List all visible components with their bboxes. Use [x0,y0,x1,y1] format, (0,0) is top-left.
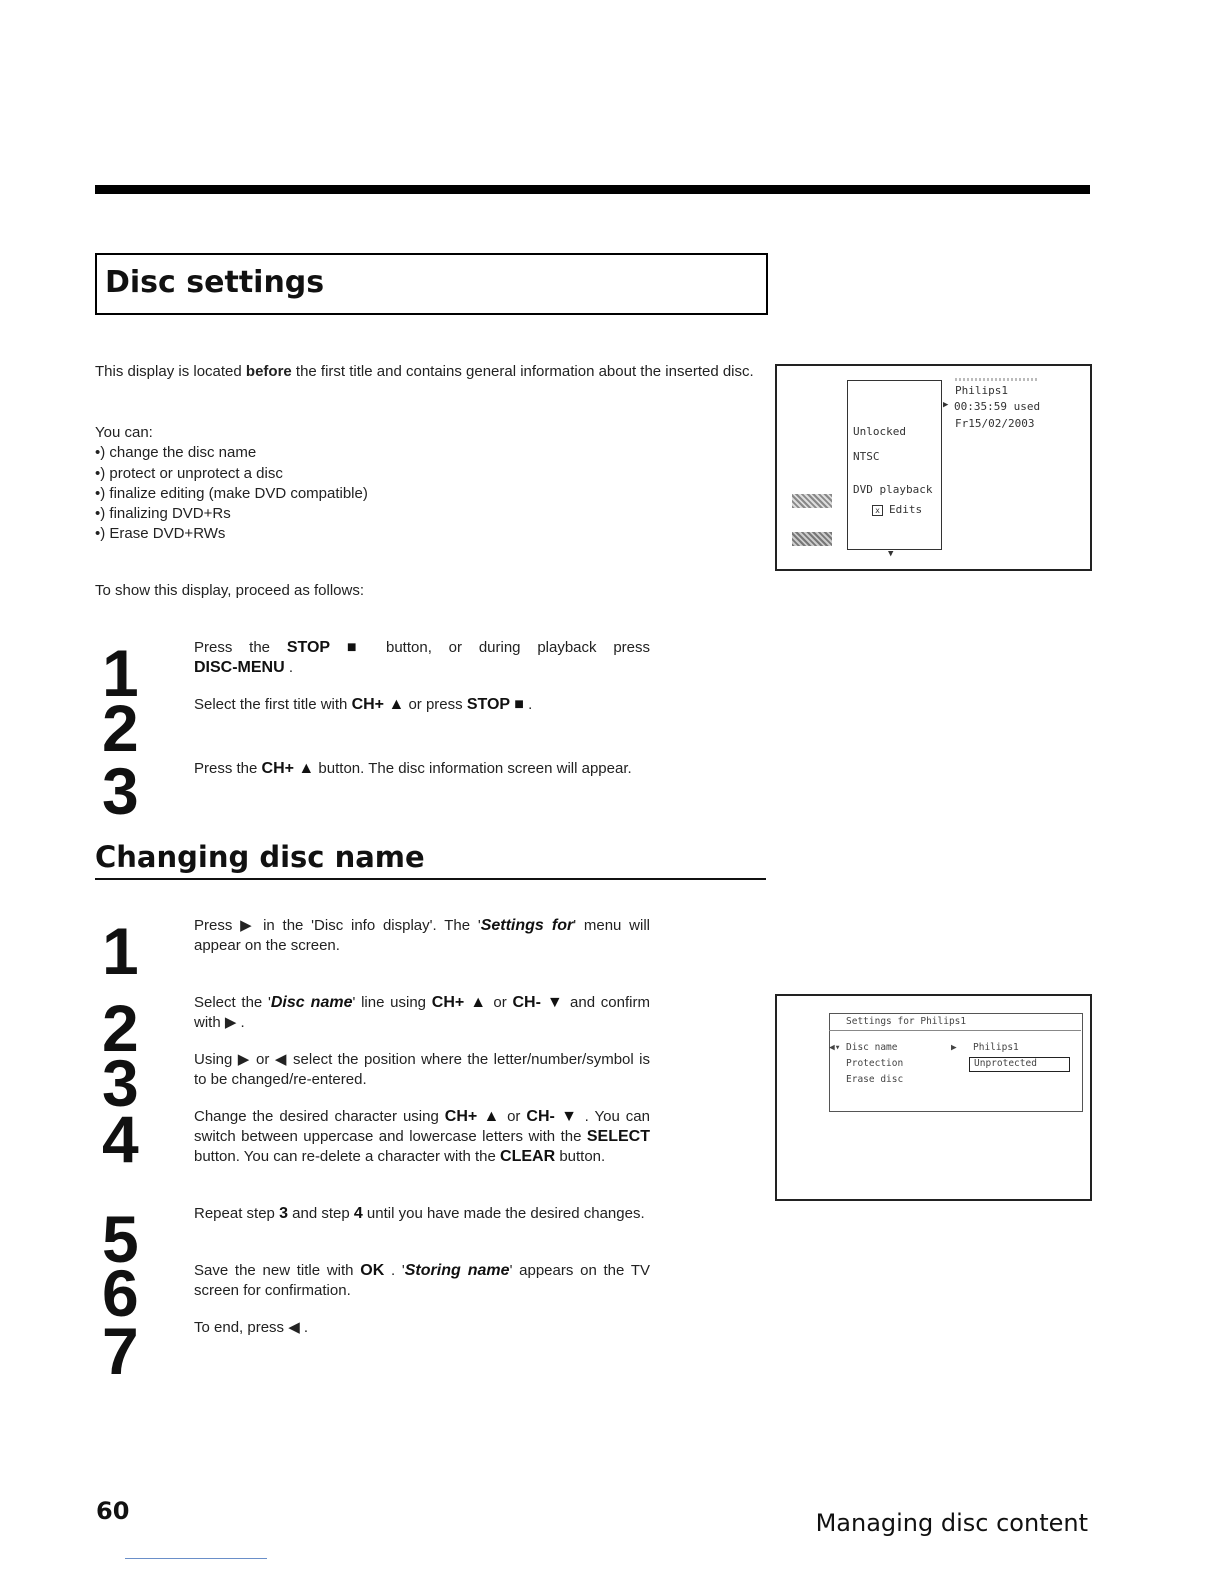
disc-name-value: Philips1 [973,1042,1019,1053]
left-arrow-icon: ◀ [288,1319,300,1336]
edits-row: x Edits [872,503,922,516]
compat-status: DVD playback [853,483,933,496]
proceed-text: To show this display, proceed as follows: [95,582,365,599]
step-number: 5 [102,1202,139,1276]
cursor-icon: ◀▾ [829,1042,841,1053]
step-text: Press ▶ in the 'Disc info display'. The 'Settings for' menu will appear on the screen. [194,917,651,954]
disc-used-time: 00:35:59 used [954,400,1041,413]
step-text: Select the 'Disc name' line using CH+ ▲ or CH- ▼ and confirm with ▶ . [194,994,650,1031]
step-text: Select the first title with CH+ ▲ or press STOP ■ . [194,696,533,713]
disc-info-panel [847,380,942,550]
list-item: •) finalize editing (make DVD compatible) [95,484,368,502]
step-text: DISC-MENU . [194,659,294,676]
settings-screen [775,994,1092,1201]
capability-list [95,423,595,545]
step-text: Using ▶ or ◀ select the position where the letter/number/symbol is to be changed/re-entered. [194,1051,650,1088]
intro-paragraph: This display is located before the first title and contains general information about the inserted disc. [95,363,754,380]
protection-value: Unprotected [974,1058,1037,1069]
thumbnail-icon [792,494,832,508]
step-number: 7 [102,1314,139,1388]
capability-lead: You can: [95,424,153,441]
step-number: 6 [102,1256,139,1330]
list-item: •) finalizing DVD+Rs [95,505,231,523]
disc-date: Fr15/02/2003 [955,417,1035,430]
menu-divider [829,1030,1081,1031]
title-dots [955,378,1037,381]
step-number: 3 [102,1046,139,1120]
thumbnail-icon [792,532,832,546]
right-arrow-icon: ▶ [237,1051,251,1068]
right-arrow-icon: ▶ [224,1014,237,1031]
play-marker-icon: ▶ [943,400,949,410]
intro-bold: before [245,363,292,380]
step-text: Repeat step 3 and step 4 until you have made the desired changes. [194,1205,645,1222]
step-text: Change the desired character using CH+ ▲ or CH- ▼ . You can switch between uppercase and lowercase letters with the SELECT button. You can re-delete a character with the CLEAR button. [194,1108,650,1165]
protection-field [969,1057,1070,1072]
menu-item-protection: Protection [846,1058,904,1069]
footer-rule [125,1558,267,1559]
lock-status: Unlocked [853,425,906,438]
step-number: 1 [102,914,139,988]
section-title-box [95,253,768,315]
section-heading: Changing disc name [95,840,425,874]
step-text: Press the STOP ■ button, or during playback press [194,639,651,656]
page-title: Disc settings [105,265,325,300]
step-number: 3 [102,754,139,828]
heading-rule [95,878,766,880]
video-system: NTSC [853,450,880,463]
step-number: 2 [102,691,139,765]
step-text: To end, press ◀ . [194,1319,309,1336]
chapter-title: Managing disc content [815,1509,1088,1537]
step-text: Press the CH+ ▲ button. The disc information screen will appear. [194,760,632,777]
menu-item-erase: Erase disc [846,1074,904,1085]
disc-info-screen [775,364,1092,571]
checkbox-x-icon: x [872,505,883,516]
list-item: •) change the disc name [95,444,257,462]
down-arrow-icon: ▼ [888,549,894,559]
menu-item-disc-name: Disc name [846,1042,898,1053]
left-arrow-icon: ◀ [274,1051,288,1068]
settings-title: Settings for Philips1 [846,1016,967,1027]
step-text: Save the new title with OK . 'Storing name' appears on the TV screen for confirmation. [194,1262,650,1299]
right-arrow-icon: ▶ [240,917,256,934]
page-number: 60 [96,1497,130,1525]
step-number: 4 [102,1102,139,1176]
list-item: •) protect or unprotect a disc [95,464,283,482]
list-item: •) Erase DVD+RWs [95,525,226,543]
header-rule [95,185,1090,194]
step-number: 1 [102,636,139,710]
right-arrow-icon: ▶ [951,1042,957,1053]
step-number: 2 [102,991,139,1065]
disc-name: Philips1 [955,384,1008,397]
